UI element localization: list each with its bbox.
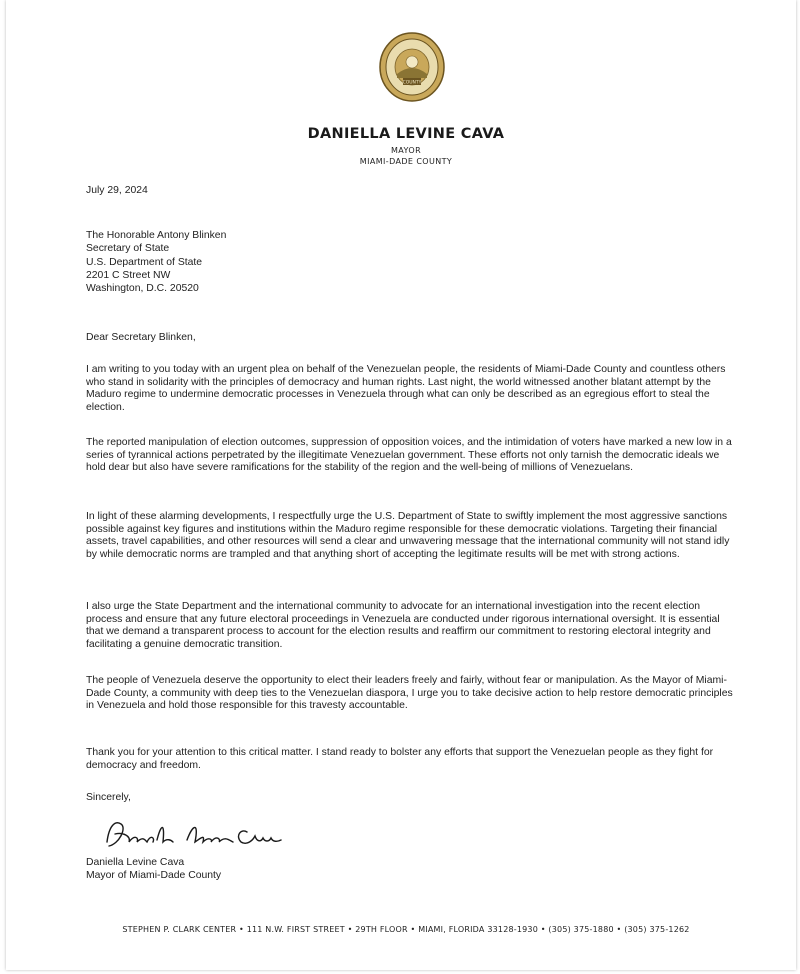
signer-block	[86, 856, 736, 882]
letterhead-title: MAYOR	[390, 146, 422, 155]
letterhead-county: MIAMI-DADE COUNTY	[359, 157, 453, 166]
signer-title: Mayor of Miami-Dade County	[86, 870, 222, 881]
recipient-line: U.S. Department of State	[86, 256, 203, 268]
handwritten-signature	[101, 812, 291, 856]
letter-date: July 29, 2024	[86, 185, 148, 196]
body-paragraph: I also urge the State Department and the international community to advocate for an international investigation into the recent election process and ensure that any future electoral proceedings in Venezuela are conducted under rigorous international oversight. It is essential that we demand a transparent process to account for the election results and reaffirm our commitment to restoring electoral integrity and facilitating a genuine democratic transition.	[86, 601, 720, 650]
body-paragraph: I am writing to you today with an urgent plea on behalf of the Venezuelan people, the residents of Miami-Dade County and countless others who stand in solidarity with the principles of democracy and human rights. Last night, the world witnessed another blatant attempt by the Maduro regime to undermine democratic processes in Venezuela through what can only be described as an egregious effort to steal the election.	[86, 364, 726, 413]
county-seal-icon	[379, 32, 445, 102]
body-paragraph: Thank you for your attention to this critical matter. I stand ready to bolster any efforts that support the Venezuelan people as they fight for democracy and freedom.	[86, 747, 714, 771]
svg-text:COUNTY: COUNTY	[402, 80, 422, 86]
body-paragraph: The people of Venezuela deserve the opportunity to elect their leaders freely and fairly, without fear or manipulation. As the Mayor of Miami-Dade County, a community with deep ties to the Venezuelan diaspora, I urge you to take decisive action to help restore democratic principles in Venezuela and hold those responsible for this travesty accountable.	[86, 675, 733, 712]
letterhead-footer: STEPHEN P. CLARK CENTER • 111 N.W. FIRST STREET • 29TH FLOOR • MIAMI, FLORIDA 33128-1930 • (305) 375-1880 • (305) 375-1262	[122, 925, 690, 934]
recipient-line: Secretary of State	[86, 243, 170, 255]
recipient-line: The Honorable Antony Blinken	[86, 230, 227, 241]
recipient-line: 2201 C Street NW	[86, 269, 171, 281]
body-paragraph: In light of these alarming developments, I respectfully urge the U.S. Department of State to swiftly implement the most aggressive sanctions possible against key figures and institutions within the Maduro regime responsible for these democratic violations. Targeting their financial assets, travel capabilities, and other resources will send a clear and unwavering message that the international community will not stand idly by while democratic norms are trampled and that anything short of accepting the legitimate results will be met with strong actions.	[86, 511, 730, 560]
letter-page	[6, 0, 796, 970]
recipient-line: Washington, D.C. 20520	[86, 283, 199, 295]
salutation: Dear Secretary Blinken,	[86, 332, 196, 343]
letterhead-name: DANIELLA LEVINE CAVA	[307, 126, 505, 142]
closing: Sincerely,	[86, 792, 131, 803]
body-paragraph: The reported manipulation of election outcomes, suppression of opposition voices, and the intimidation of voters have marked a new low in a series of tyrannical actions perpetrated by the illegitimate Venezuelan government. These efforts not only tarnish the democratic ideals we hold dear but also have severe ramifications for the stability of the region and the well-being of millions of Venezuelans.	[86, 437, 732, 474]
recipient-address	[86, 229, 736, 295]
signer-name: Daniella Levine Cava	[86, 857, 185, 868]
